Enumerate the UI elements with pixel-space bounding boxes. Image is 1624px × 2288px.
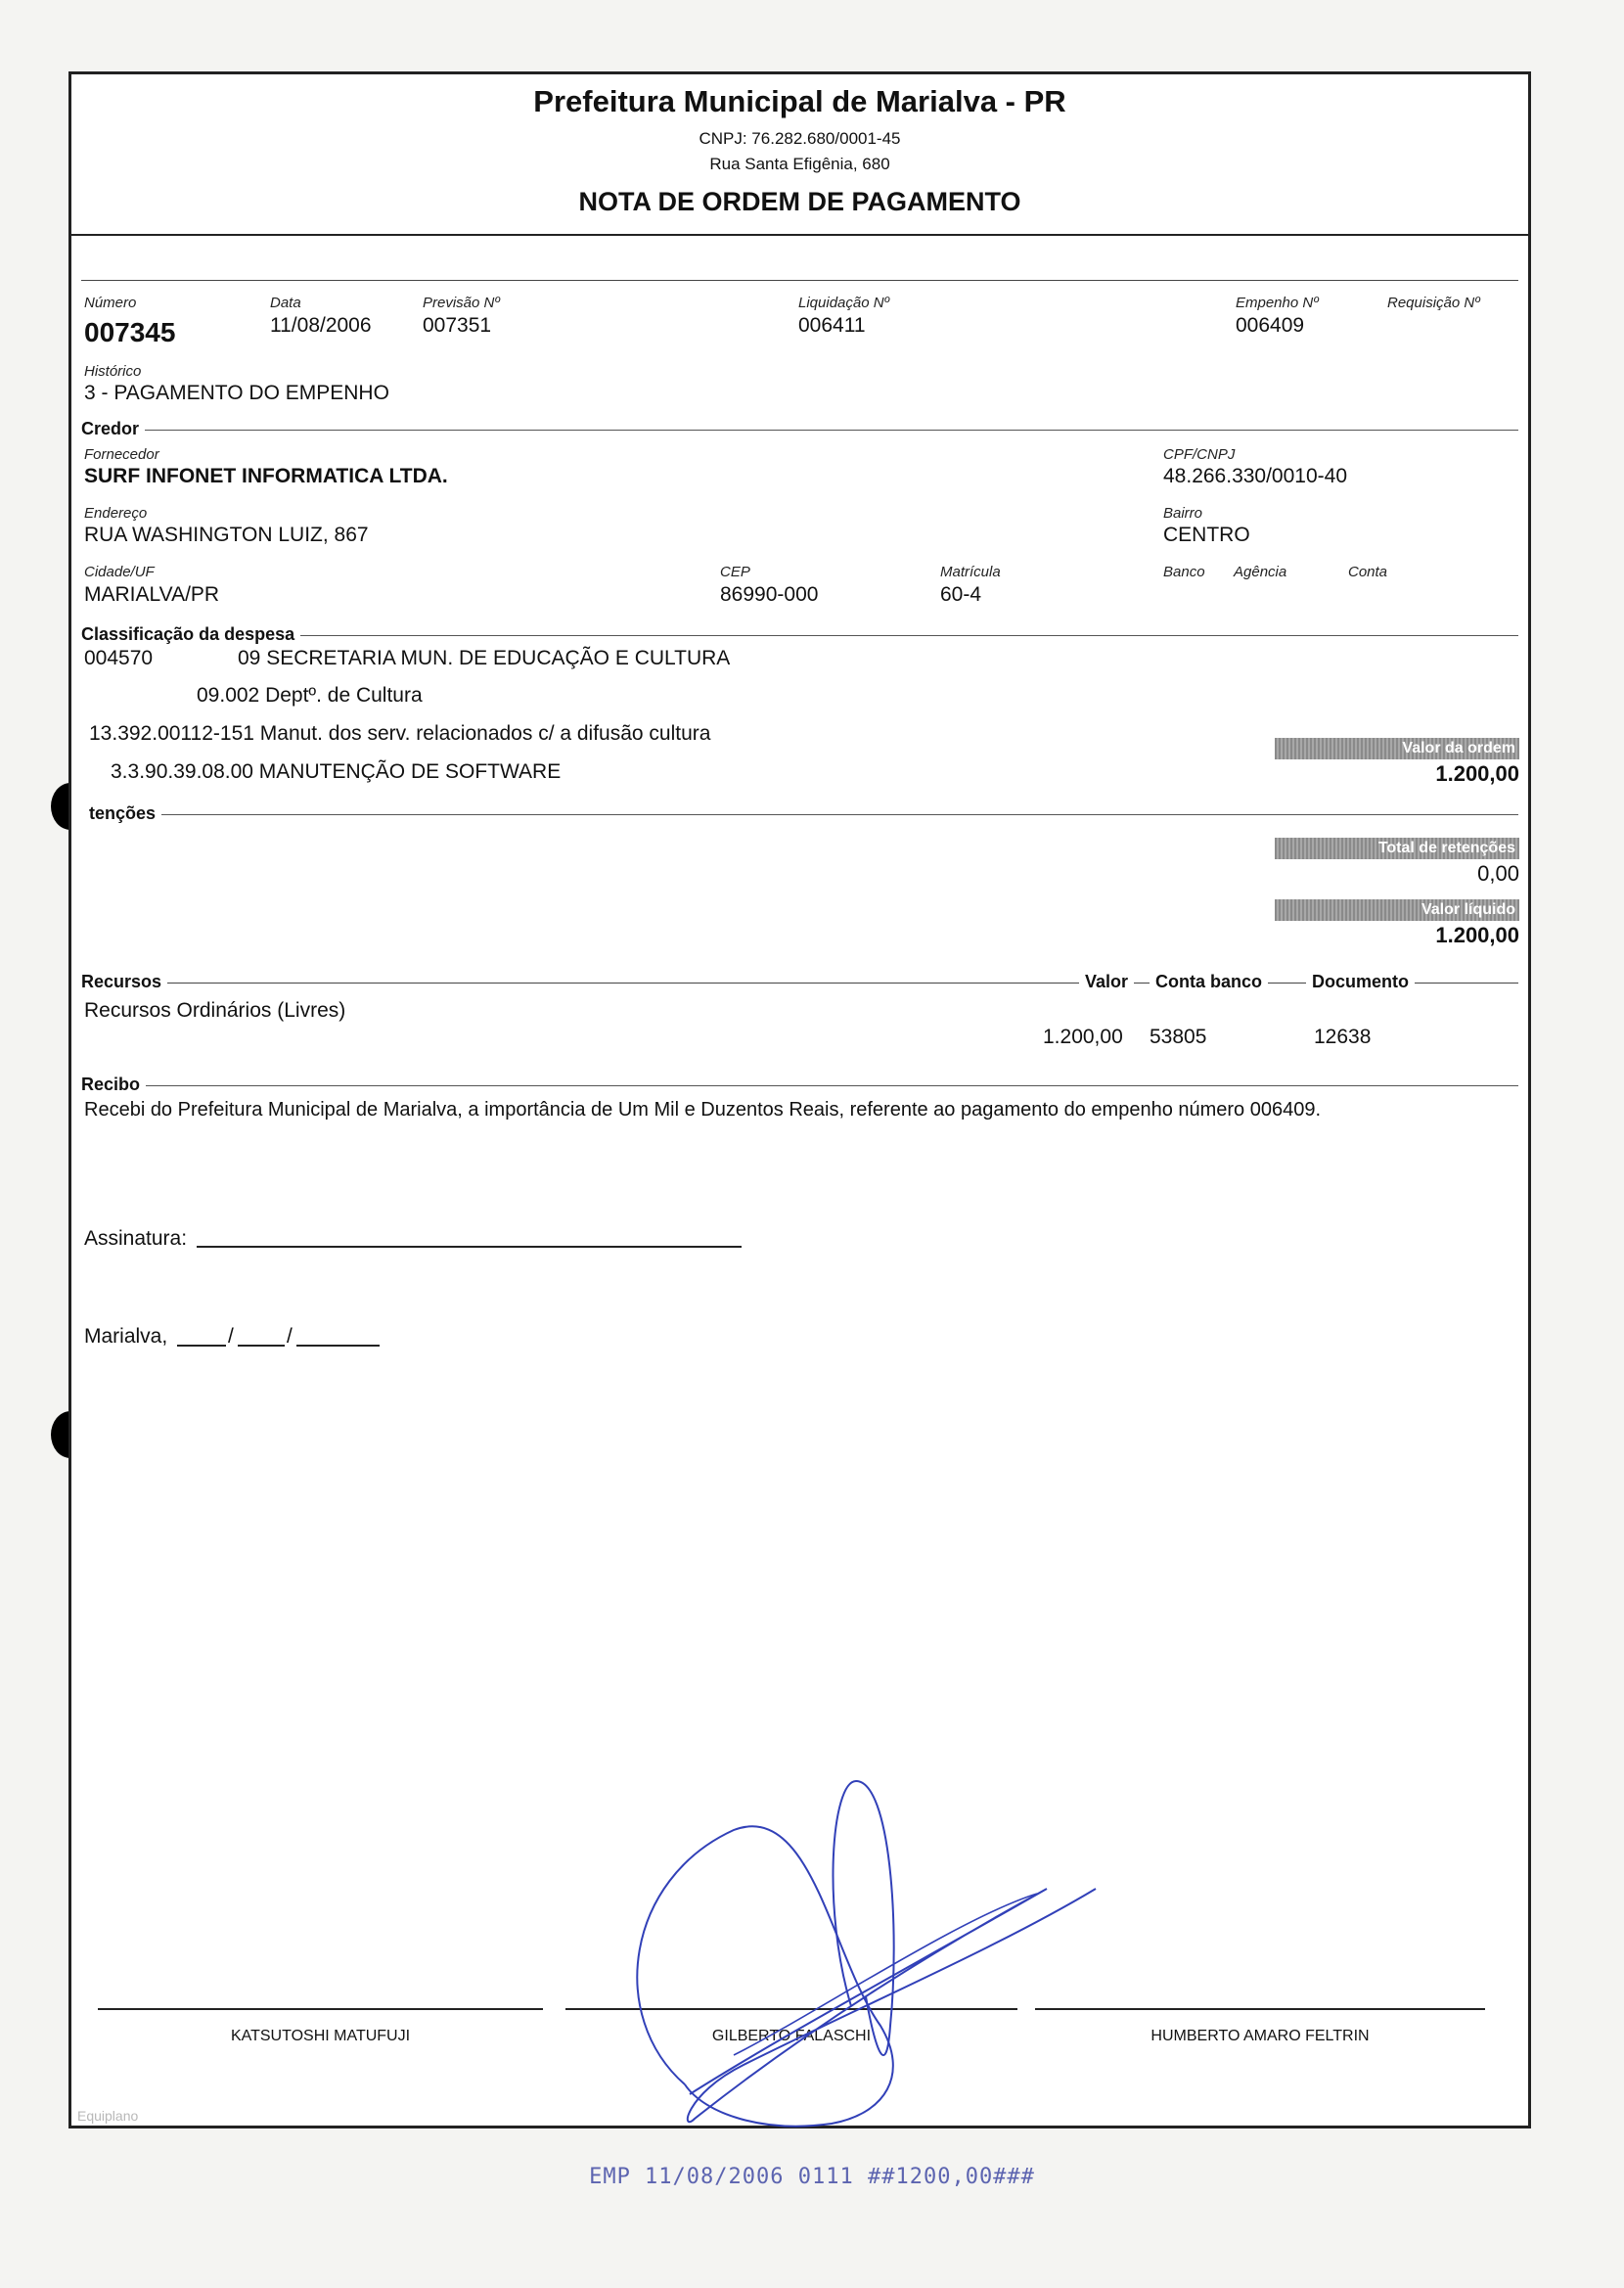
classificacao-line-4: 3.3.90.39.08.00 MANUTENÇÃO DE SOFTWARE bbox=[111, 760, 562, 783]
historico-value: 3 - PAGAMENTO DO EMPENHO bbox=[84, 382, 389, 404]
handwritten-signature bbox=[587, 1762, 1115, 2173]
signatory-1-name: KATSUTOSHI MATUFUJI bbox=[230, 2028, 411, 2044]
bairro-value: CENTRO bbox=[1163, 524, 1250, 546]
previsao-value: 007351 bbox=[423, 314, 492, 337]
assinatura-line bbox=[197, 1246, 742, 1248]
data-value: 11/08/2006 bbox=[270, 314, 372, 337]
endereco-value: RUA WASHINGTON LUIZ, 867 bbox=[84, 524, 369, 546]
recursos-conta: 53805 bbox=[1150, 1026, 1207, 1048]
credor-section-title: Credor bbox=[81, 419, 145, 438]
empenho-value: 006409 bbox=[1236, 314, 1305, 337]
cpf-label: CPF/CNPJ bbox=[1163, 446, 1236, 463]
signatory-2-name: GILBERTO FALASCHI bbox=[711, 2028, 872, 2044]
classificacao-line-2: 09.002 Deptº. de Cultura bbox=[197, 684, 423, 707]
previsao-label: Previsão Nº bbox=[423, 295, 500, 311]
valor-liquido-label: Valor líquido bbox=[1275, 899, 1519, 921]
empenho-label: Empenho Nº bbox=[1236, 295, 1319, 311]
recursos-documento-header: Documento bbox=[1306, 972, 1415, 992]
cnpj-text: CNPJ: 76.282.680/0001-45 bbox=[699, 129, 901, 148]
cep-label: CEP bbox=[720, 564, 750, 580]
numero-value: 007345 bbox=[84, 317, 176, 347]
document-title: NOTA DE ORDEM DE PAGAMENTO bbox=[578, 187, 1021, 216]
recursos-conta-header: Conta banco bbox=[1150, 972, 1268, 992]
equiplano-footer: Equiplano bbox=[77, 2108, 139, 2124]
valor-ordem-label: Valor da ordem bbox=[1275, 738, 1519, 759]
recursos-valor-header: Valor bbox=[1079, 972, 1134, 992]
cep-value: 86990-000 bbox=[720, 583, 819, 606]
cpf-value: 48.266.330/0010-40 bbox=[1163, 465, 1348, 487]
payment-stamp: EMP 11/08/2006 0111 ##1200,00### bbox=[589, 2165, 1035, 2189]
liquidacao-label: Liquidação Nº bbox=[798, 295, 890, 311]
signature-line-1 bbox=[98, 2008, 543, 2010]
retencoes-section-header bbox=[81, 803, 1518, 825]
municipality-title: Prefeitura Municipal de Marialva - PR bbox=[533, 84, 1066, 118]
matricula-label: Matrícula bbox=[940, 564, 1001, 580]
total-retencoes-value: 0,00 bbox=[1477, 861, 1519, 886]
recibo-text: Recebi do Prefeitura Municipal de Marialva, a importância de Um Mil e Duzentos Reais, referente ao pagamento do empenho número 006409. bbox=[84, 1099, 1322, 1121]
date-day-line bbox=[177, 1345, 226, 1347]
credor-section-header bbox=[81, 419, 1518, 440]
recursos-section-title: Recursos bbox=[81, 972, 167, 992]
recibo-section-title: Recibo bbox=[81, 1075, 146, 1094]
fornecedor-value: SURF INFONET INFORMATICA LTDA. bbox=[84, 465, 448, 487]
endereco-label: Endereço bbox=[84, 505, 148, 522]
recursos-descricao: Recursos Ordinários (Livres) bbox=[84, 999, 346, 1022]
cidade-value: MARIALVA/PR bbox=[84, 583, 220, 606]
bairro-label: Bairro bbox=[1163, 505, 1203, 522]
ids-divider bbox=[81, 280, 1518, 281]
cidade-label: Cidade/UF bbox=[84, 564, 155, 580]
data-label: Data bbox=[270, 295, 301, 311]
assinatura-label: Assinatura: bbox=[84, 1227, 188, 1250]
recursos-valor: 1.200,00 bbox=[1043, 1026, 1123, 1048]
liquidacao-value: 006411 bbox=[798, 314, 866, 337]
requisicao-label: Requisição Nº bbox=[1387, 295, 1480, 311]
total-retencoes-label: Total de retenções bbox=[1275, 838, 1519, 859]
historico-label: Histórico bbox=[84, 363, 142, 380]
classificacao-section-title: Classificação da despesa bbox=[81, 624, 300, 644]
date-year-line bbox=[296, 1345, 380, 1347]
local-label: Marialva, bbox=[84, 1325, 168, 1348]
classificacao-line-1: 09 SECRETARIA MUN. DE EDUCAÇÃO E CULTURA bbox=[238, 647, 731, 669]
agencia-label: Agência bbox=[1234, 564, 1287, 580]
classificacao-code: 004570 bbox=[84, 647, 154, 669]
retencoes-section-title: tenções bbox=[81, 803, 161, 823]
recursos-documento: 12638 bbox=[1314, 1026, 1372, 1048]
header-divider bbox=[71, 234, 1528, 236]
address-text: Rua Santa Efigênia, 680 bbox=[709, 155, 890, 173]
recursos-divider bbox=[81, 983, 1518, 984]
recibo-section-header bbox=[81, 1075, 1518, 1096]
classificacao-section-header bbox=[81, 624, 1518, 646]
numero-label: Número bbox=[84, 295, 137, 311]
date-slash-2: / bbox=[287, 1325, 293, 1348]
fornecedor-label: Fornecedor bbox=[84, 446, 159, 463]
conta-label: Conta bbox=[1348, 564, 1388, 580]
banco-label: Banco bbox=[1163, 564, 1205, 580]
matricula-value: 60-4 bbox=[940, 583, 982, 606]
date-slash-1: / bbox=[228, 1325, 234, 1348]
signatory-3-name: HUMBERTO AMARO FELTRIN bbox=[1150, 2028, 1370, 2044]
date-month-line bbox=[238, 1345, 285, 1347]
valor-liquido-value: 1.200,00 bbox=[1435, 923, 1519, 947]
classificacao-line-3: 13.392.00112-151 Manut. dos serv. relacionados c/ a difusão cultura bbox=[89, 722, 711, 745]
valor-ordem-value: 1.200,00 bbox=[1435, 761, 1519, 786]
